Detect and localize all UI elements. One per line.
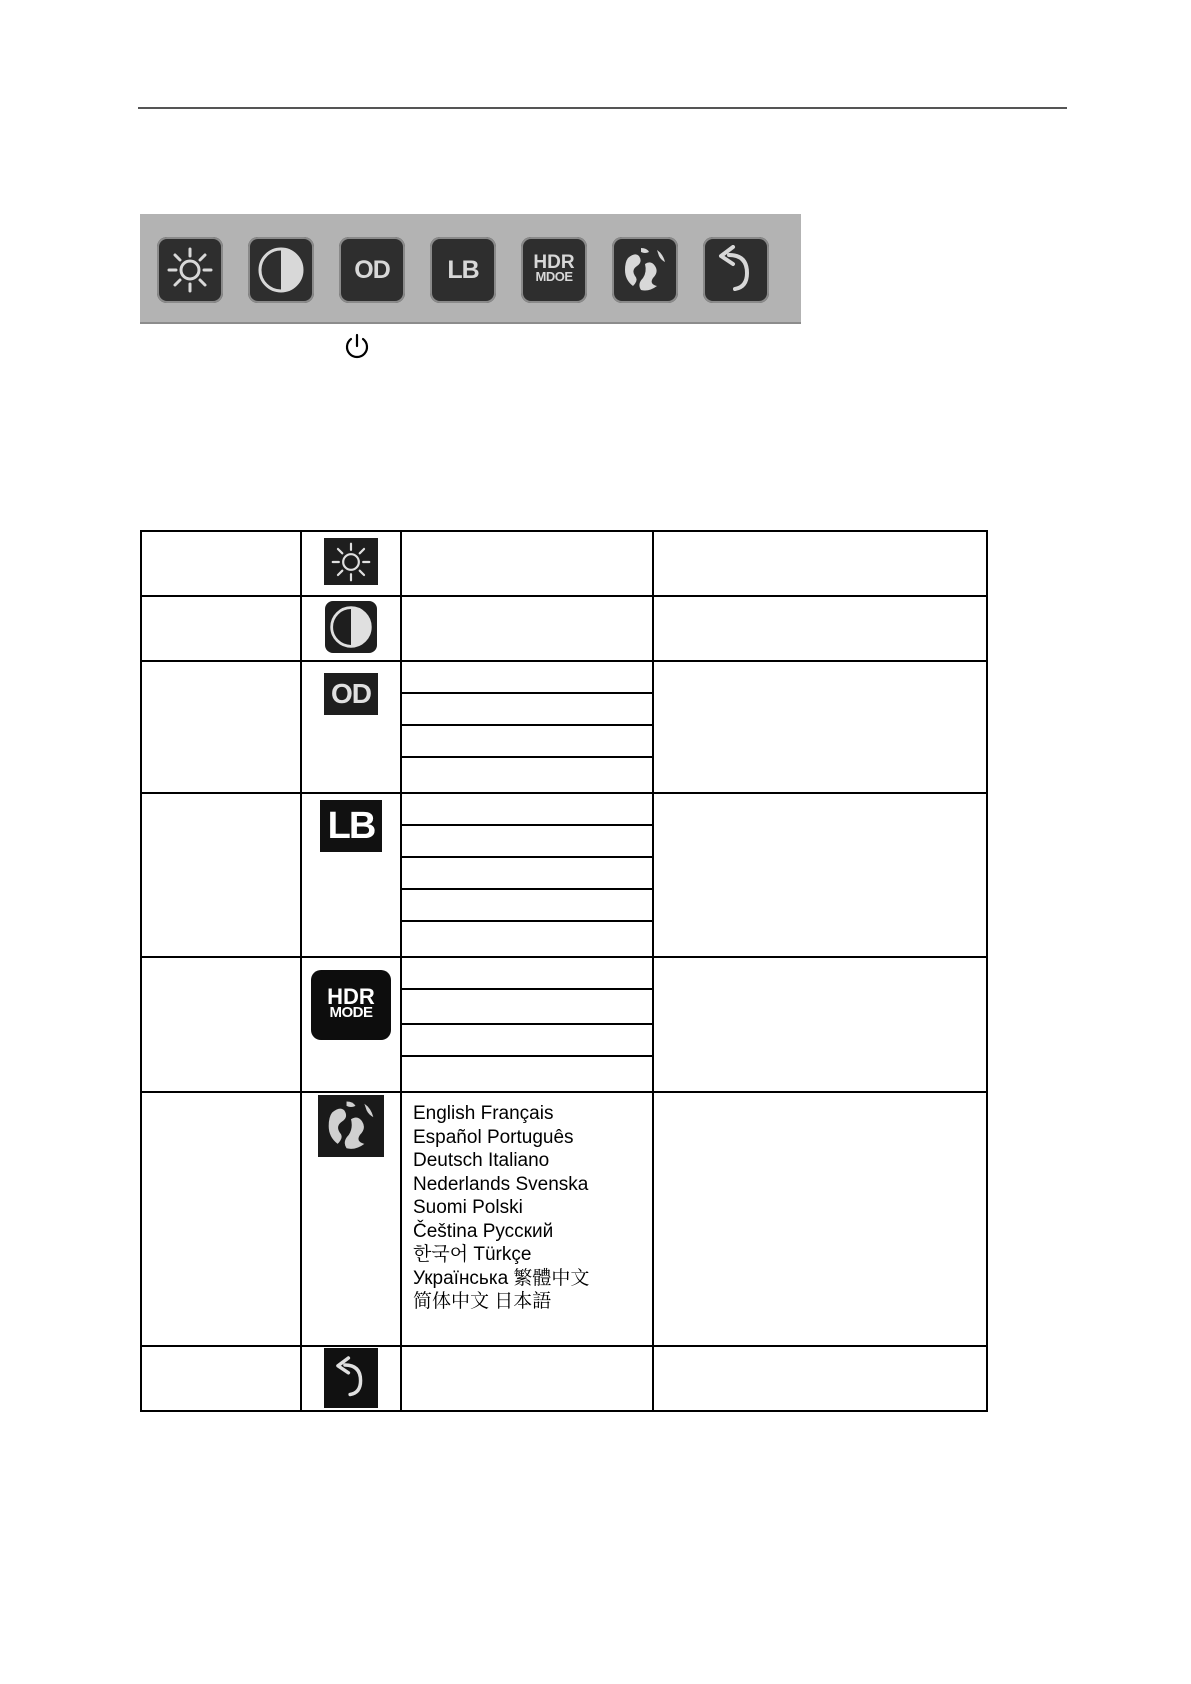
brightness-button[interactable] — [157, 237, 223, 303]
table-icon-cell — [301, 531, 401, 596]
list-item: Español Português — [413, 1126, 574, 1148]
table-row-language — [141, 1092, 987, 1346]
table-cell-blank — [141, 596, 301, 661]
osd-function-table — [140, 530, 988, 1412]
table-subrow — [402, 858, 652, 890]
table-cell-blank — [141, 531, 301, 596]
table-cell-blank — [653, 1346, 987, 1411]
contrast-button[interactable] — [248, 237, 314, 303]
brightness-icon — [324, 538, 378, 585]
table-cell-blank — [141, 1092, 301, 1346]
table-icon-cell — [301, 793, 401, 957]
globe-icon — [619, 244, 671, 296]
table-subrow — [402, 890, 652, 922]
od-icon: OD — [354, 255, 390, 284]
table-cell-blank — [653, 661, 987, 793]
lb-button[interactable] — [430, 237, 496, 303]
table-subrow — [402, 794, 652, 826]
table-subrow — [402, 922, 652, 956]
table-row-od — [141, 661, 987, 793]
list-item: 한국어 Türkçe — [413, 1244, 532, 1265]
osd-quick-bar — [140, 214, 801, 324]
return-icon — [324, 1348, 378, 1408]
hdr-mode-button[interactable] — [521, 237, 587, 303]
list-item: Deutsch Italiano — [413, 1150, 550, 1171]
table-subrow — [402, 990, 652, 1025]
table-row-lb — [141, 793, 987, 957]
table-icon-cell — [301, 661, 401, 793]
table-cell-blank — [653, 596, 987, 661]
table-subrow — [402, 958, 652, 990]
table-subrow — [402, 1025, 652, 1057]
table-cell-blank — [653, 957, 987, 1092]
od-icon: OD — [324, 673, 378, 715]
lb-icon: LB — [320, 800, 382, 852]
table-cell-blank — [141, 1346, 301, 1411]
list-item: Suomi Polski — [413, 1197, 523, 1218]
table-icon-cell — [301, 1092, 401, 1346]
language-list — [402, 1093, 652, 1323]
table-row-brightness — [141, 531, 987, 596]
table-row-hdr-mode — [141, 957, 987, 1092]
table-cell-blank — [141, 793, 301, 957]
table-cell-blank — [653, 531, 987, 596]
table-subrows — [401, 661, 653, 793]
language-list-cell — [401, 1092, 653, 1346]
table-cell-blank — [141, 957, 301, 1092]
return-icon — [713, 245, 759, 295]
exit-button[interactable] — [703, 237, 769, 303]
table-row-contrast — [141, 596, 987, 661]
table-cell-blank — [141, 661, 301, 793]
globe-icon — [318, 1095, 384, 1157]
table-cell-blank — [401, 531, 653, 596]
contrast-icon — [256, 245, 306, 295]
od-button[interactable] — [339, 237, 405, 303]
table-cell-blank — [401, 1346, 653, 1411]
list-item: Nederlands Svenska — [413, 1173, 589, 1195]
table-subrow — [402, 826, 652, 858]
table-subrow — [402, 694, 652, 726]
brightness-icon — [167, 247, 213, 293]
table-cell-blank — [653, 793, 987, 957]
hdr-mode-icon: HDR MDOE — [533, 252, 575, 284]
table-subrow — [402, 1057, 652, 1091]
list-item: 简体中文 日本語 — [413, 1291, 552, 1312]
table-subrow — [402, 726, 652, 758]
language-button[interactable] — [612, 237, 678, 303]
table-cell-blank — [401, 596, 653, 661]
table-row-exit — [141, 1346, 987, 1411]
contrast-icon — [325, 601, 377, 653]
table-subrows — [401, 957, 653, 1092]
lb-icon: LB — [447, 255, 479, 284]
table-subrow — [402, 758, 652, 792]
list-item: English Français — [413, 1103, 554, 1124]
table-icon-cell — [301, 1346, 401, 1411]
table-icon-cell — [301, 957, 401, 1092]
list-item: Українська 繁體中文 — [413, 1267, 590, 1289]
table-icon-cell — [301, 596, 401, 661]
header-rule — [138, 107, 1067, 109]
table-cell-blank — [653, 1092, 987, 1346]
table-subrows — [401, 793, 653, 957]
list-item: Čeština Русский — [413, 1220, 554, 1242]
power-icon — [343, 333, 371, 361]
hdr-mode-icon: HDR MODE — [311, 970, 391, 1040]
table-subrow — [402, 662, 652, 694]
